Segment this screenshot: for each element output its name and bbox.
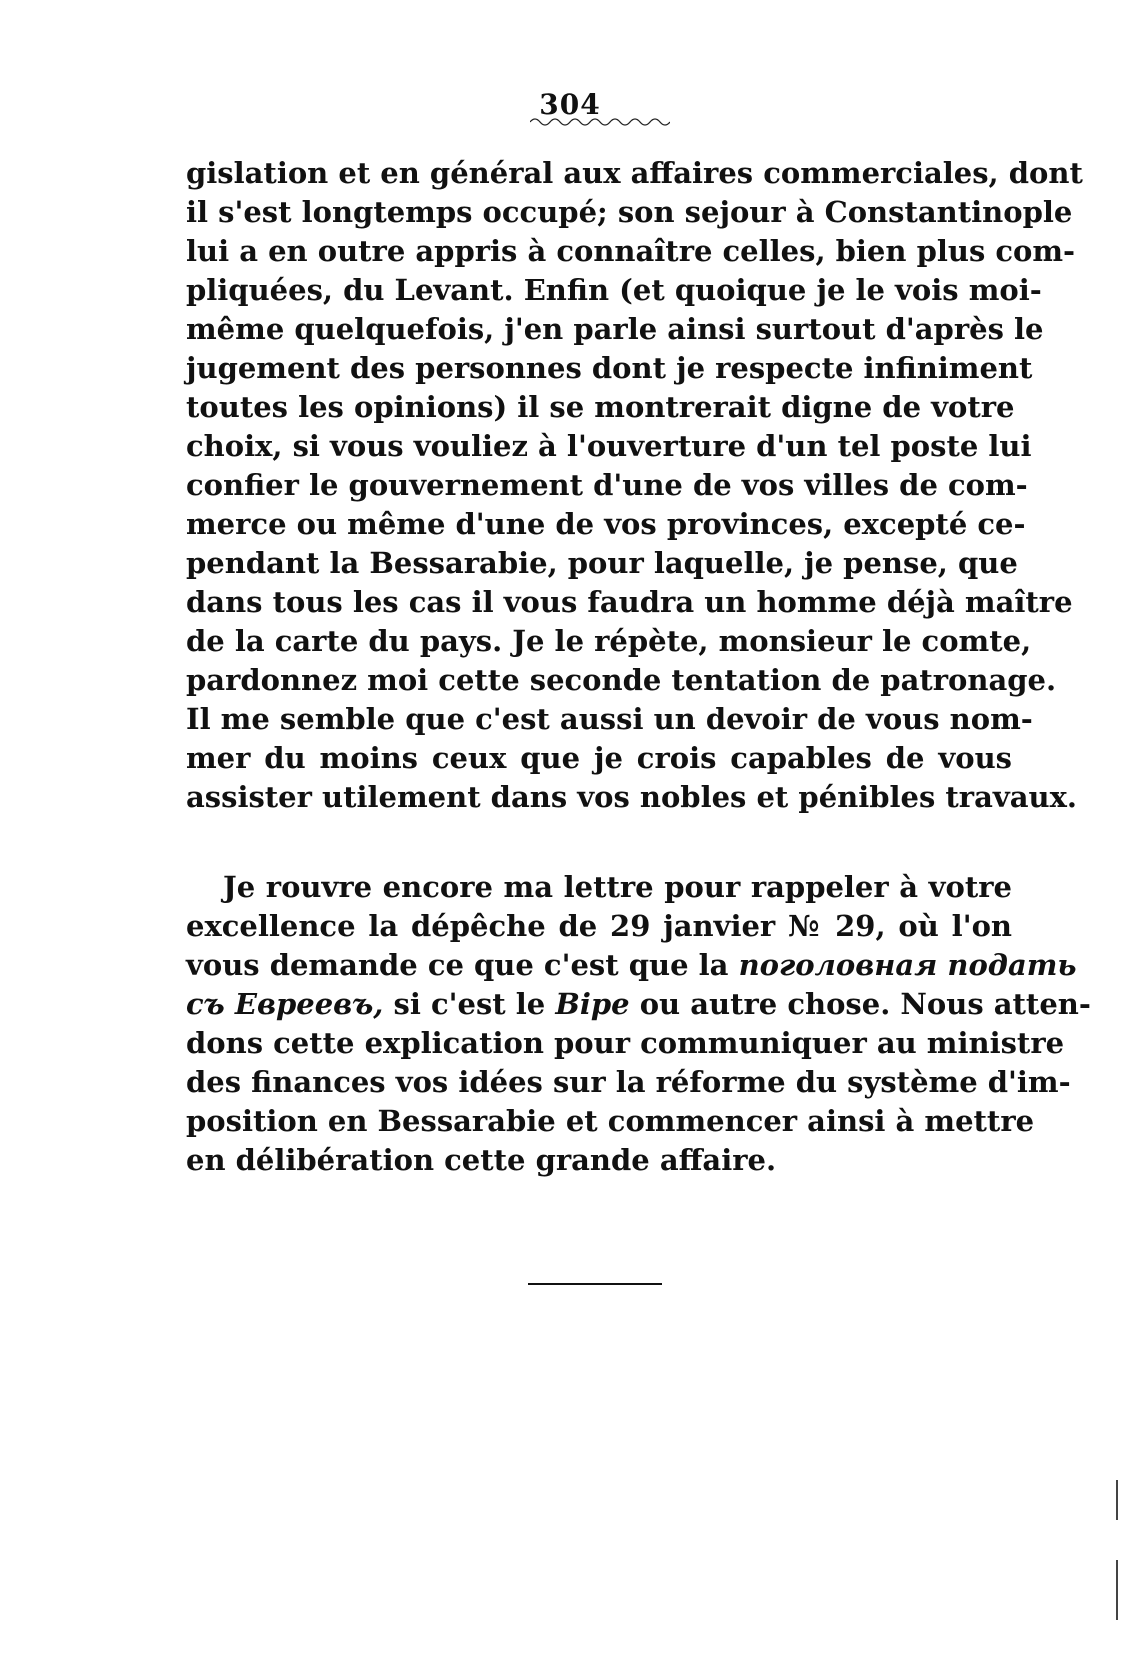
- wavy-ornament: [530, 116, 670, 128]
- text-line: dans tous les cas il vous faudra un homme déjà maître: [186, 585, 1073, 619]
- text-line: [186, 985, 1091, 1024]
- margin-scan-mark: [1116, 1560, 1118, 1620]
- text-segment: ou autre chose. Nous atten-: [639, 987, 1091, 1021]
- cyrillic-phrase: поголовная подать: [738, 948, 1077, 982]
- text-line: pendant la Bessarabie, pour laquelle, je pense, que: [186, 546, 1018, 580]
- text-line: assister utilement dans vos nobles et pénibles travaux.: [186, 780, 1077, 814]
- text-line: pliquées, du Levant. Enfin (et quoique je le vois moi-: [186, 273, 1042, 307]
- text-line: il s'est longtemps occupé; son sejour à Constantinople: [186, 195, 1073, 229]
- text-segment: vous demande ce que c'est que la: [186, 948, 729, 982]
- text-line: même quelquefois, j'en parle ainsi surtout d'après le: [186, 312, 1044, 346]
- text-line: merce ou même d'une de vos provinces, excepté ce-: [186, 507, 1026, 541]
- margin-scan-mark: [1116, 1480, 1118, 1520]
- text-line: choix, si vous vouliez à l'ouverture d'un tel poste lui: [186, 429, 1032, 463]
- text-line: Il me semble que c'est aussi un devoir de vous nom-: [186, 702, 1033, 736]
- end-rule-divider: [528, 1283, 662, 1285]
- text-line: gislation et en général aux affaires commerciales, dont: [186, 156, 1083, 190]
- paragraph-2: [186, 868, 1091, 1180]
- text-line: jugement des personnes dont je respecte infiniment: [186, 351, 1033, 385]
- cyrillic-word: Віре: [555, 987, 630, 1021]
- text-line: toutes les opinions) il se montrerait digne de votre: [186, 390, 1015, 424]
- text-line: lui a en outre appris à connaître celles, bien plus com-: [186, 234, 1076, 268]
- text-line: position en Bessarabie et commencer ainsi à mettre: [186, 1104, 1035, 1138]
- text-line: Je rouvre encore ma lettre pour rappeler à votre: [223, 870, 1012, 904]
- text-line: [186, 946, 1077, 985]
- text-line: des finances vos idées sur la réforme du système d'im-: [186, 1065, 1071, 1099]
- text-line: confier le gouvernement d'une de vos villes de com-: [186, 468, 1028, 502]
- text-line: de la carte du pays. Je le répète, monsieur le comte,: [186, 624, 1032, 658]
- text-segment: si c'est le: [393, 987, 546, 1021]
- text-line: pardonnez moi cette seconde tentation de patronage.: [186, 663, 1057, 697]
- text-line: dons cette explication pour communiquer au ministre: [186, 1026, 1065, 1060]
- paragraph-1: [186, 154, 1083, 817]
- cyrillic-phrase: съ Евреевъ,: [186, 987, 384, 1021]
- text-line: en délibération cette grande affaire.: [186, 1143, 777, 1177]
- text-line: mer du moins ceux que je crois capables de vous: [186, 741, 1012, 775]
- text-line: excellence la dépêche de 29 janvier № 29, où l'on: [186, 909, 1012, 943]
- page-number: 304: [539, 88, 601, 121]
